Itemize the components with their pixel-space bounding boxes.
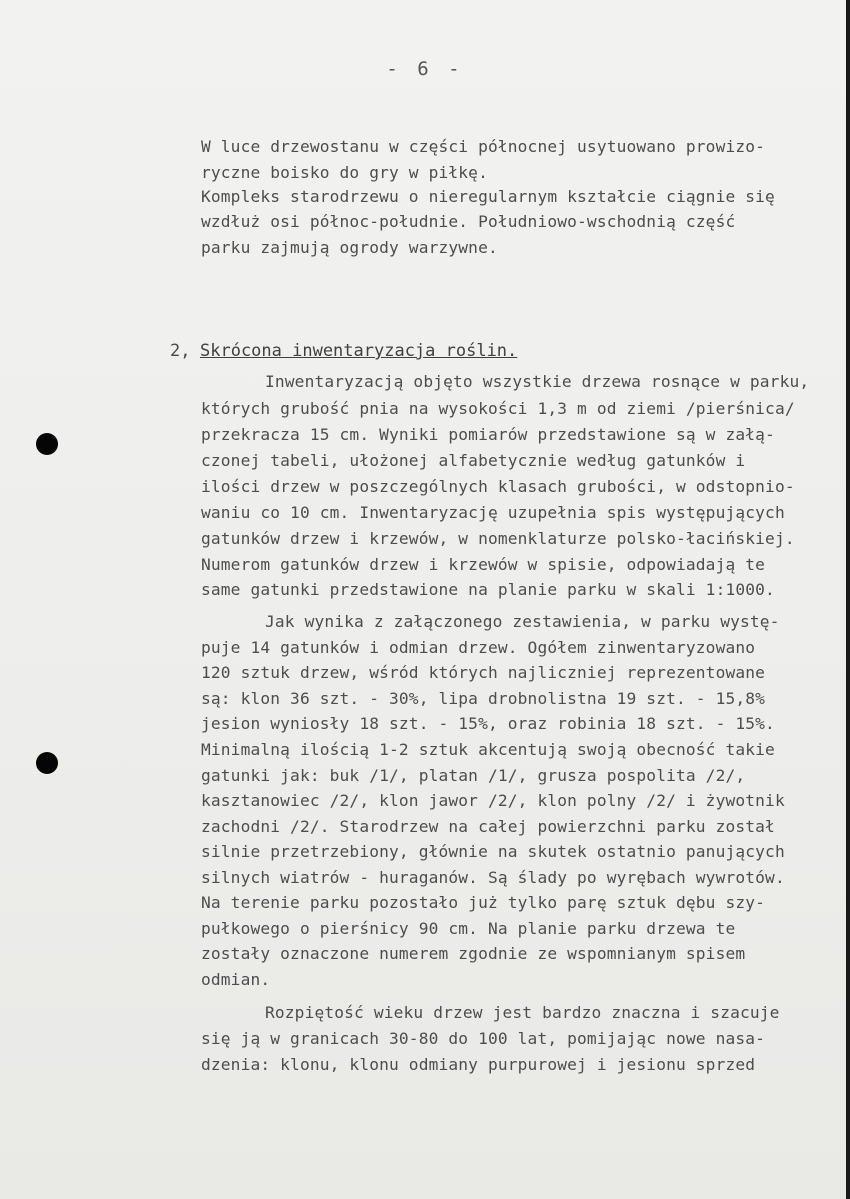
paragraph-3-line-7: gatunki jak: buk /1/, platan /1/, grusza pospolita /2/, <box>201 766 746 785</box>
punch-hole-top <box>36 433 58 455</box>
paragraph-3-line-10: silnie przetrzebiony, głównie na skutek ostatnio panujących <box>201 842 785 861</box>
paragraph-2-line-1: Inwentaryzacją objęto wszystkie drzewa rosnące w parku, <box>265 372 810 391</box>
page-number: - 6 - <box>386 58 464 80</box>
paragraph-2-line-6: waniu co 10 cm. Inwentaryzację uzupełnia spis występujących <box>201 503 785 522</box>
paragraph-3-line-5: jesion wyniosły 18 szt. - 15%, oraz robinia 18 szt. - 15%. <box>201 714 775 733</box>
paragraph-4-line-3: dzenia: klonu, klonu odmiany purpurowej i jesionu sprzed <box>201 1055 756 1074</box>
section-number: 2, <box>170 341 191 361</box>
paragraph-3-line-1: Jak wynika z załączonego zestawienia, w parku wystę- <box>265 612 780 631</box>
section-title: Skrócona inwentaryzacja roślin. <box>200 341 518 361</box>
paragraph-2-line-7: gatunków drzew i krzewów, w nomenklaturze polsko-łacińskiej. <box>201 529 795 548</box>
paragraph-3-line-12: Na terenie parku pozostało już tylko parę sztuk dębu szy- <box>201 893 766 912</box>
paragraph-3-line-4: są: klon 36 szt. - 30%, lipa drobnolistna 19 szt. - 15,8% <box>201 689 766 708</box>
paragraph-2-line-2: których grubość pnia na wysokości 1,3 m od ziemi /pierśnica/ <box>201 399 795 418</box>
paragraph-3-line-11: silnych wiatrów - huraganów. Są ślady po wyrębach wywrotów. <box>201 868 785 887</box>
paragraph-3-line-2: puje 14 gatunków i odmian drzew. Ogółem zinwentaryzowano <box>201 638 756 657</box>
paragraph-1-line-2: ryczne boisko do gry w piłkę. <box>201 163 488 182</box>
paragraph-2-line-4: czonej tabeli, ułożonej alfabetycznie według gatunków i <box>201 451 746 470</box>
paragraph-3-line-3: 120 sztuk drzew, wśród których najliczniej reprezentowane <box>201 663 766 682</box>
paragraph-2-line-9: same gatunki przedstawione na planie parku w skali 1:1000. <box>201 580 775 599</box>
paragraph-3-line-6: Minimalną ilością 1-2 sztuk akcentują swoją obecność takie <box>201 740 775 759</box>
paragraph-1-line-4: wzdłuż osi północ-południe. Południowo-wschodnią część <box>201 212 736 231</box>
paragraph-3-line-13: pułkowego o pierśnicy 90 cm. Na planie parku drzewa te <box>201 919 736 938</box>
paragraph-1-line-3: Kompleks starodrzewu o nieregularnym kształcie ciągnie się <box>201 187 775 206</box>
paragraph-3-line-9: zachodni /2/. Starodrzew na całej powierzchni parku został <box>201 817 775 836</box>
paragraph-1-line-5: parku zajmują ogrody warzywne. <box>201 238 498 257</box>
paragraph-4-line-2: się ją w granicach 30-80 do 100 lat, pomijając nowe nasa- <box>201 1029 766 1048</box>
paragraph-3-line-15: odmian. <box>201 970 271 989</box>
paragraph-4-line-1: Rozpiętość wieku drzew jest bardzo znaczna i szacuje <box>265 1003 780 1022</box>
paragraph-2-line-5: ilości drzew w poszczególnych klasach grubości, w odstopnio- <box>201 477 795 496</box>
paragraph-3-line-8: kasztanowiec /2/, klon jawor /2/, klon polny /2/ i żywotnik <box>201 791 785 810</box>
paragraph-1-line-1: W luce drzewostanu w części północnej usytuowano prowizo- <box>201 137 766 156</box>
paragraph-2-line-8: Numerom gatunków drzew i krzewów w spisie, odpowiadają te <box>201 555 766 574</box>
punch-hole-bottom <box>36 752 58 774</box>
paragraph-3-line-14: zostały oznaczone numerem zgodnie ze wspomnianym spisem <box>201 944 746 963</box>
paragraph-2-line-3: przekracza 15 cm. Wyniki pomiarów przedstawione są w załą- <box>201 425 775 444</box>
